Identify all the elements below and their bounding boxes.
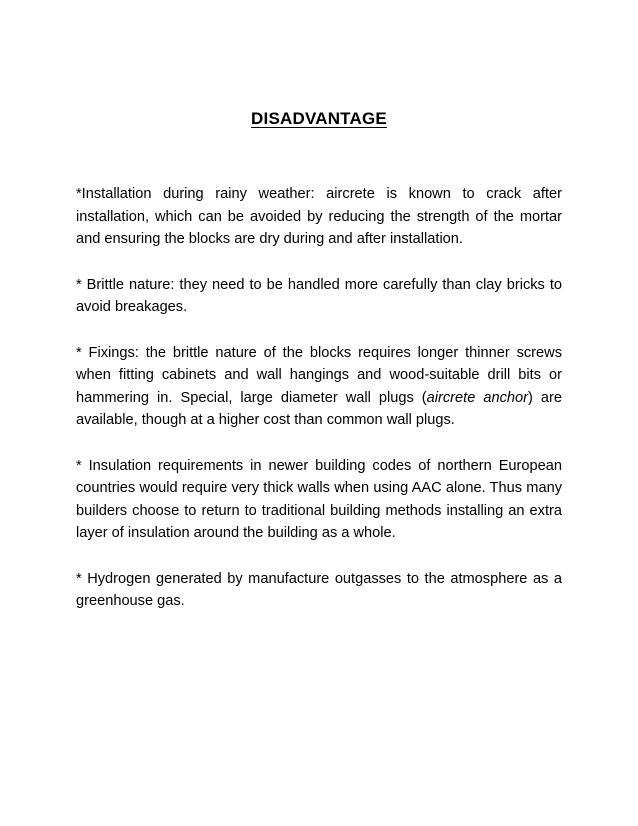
paragraph-brittle-nature: * Brittle nature: they need to be handled more carefully than clay bricks to avoid breakages.: [76, 276, 562, 315]
paragraph-hydrogen: * Hydrogen generated by manufacture outgasses to the atmosphere as a greenhouse gas.: [76, 570, 562, 609]
paragraph-rainy-weather: *Installation during rainy weather: aircrete is known to crack after installation, which can be avoided by reducing the strength of the mortar and ensuring the blocks are dry during and after installation.: [76, 186, 562, 247]
paragraph-fixings-italic-term: aircrete anchor: [426, 389, 528, 406]
page-title: DISADVANTAGE: [251, 109, 387, 128]
paragraph-insulation: * Insulation requirements in newer building codes of northern European countries would require very thick walls when using AAC alone. Thus many builders choose to return to traditional building methods installing an extra layer of insulation around the building as a whole.: [76, 457, 562, 541]
paragraph-fixings: [76, 342, 562, 432]
paragraph-fixings-text-after: ) are available, though at a higher cost than common wall plugs.: [76, 389, 562, 428]
paragraph-fixings-text-before: * Fixings: the brittle nature of the blocks requires longer thinner screws when fitting cabinets and wall hangings and wood-suitable drill bits or hammering in. Special, large diameter wall plugs (: [76, 344, 562, 406]
document-body: [76, 183, 562, 613]
